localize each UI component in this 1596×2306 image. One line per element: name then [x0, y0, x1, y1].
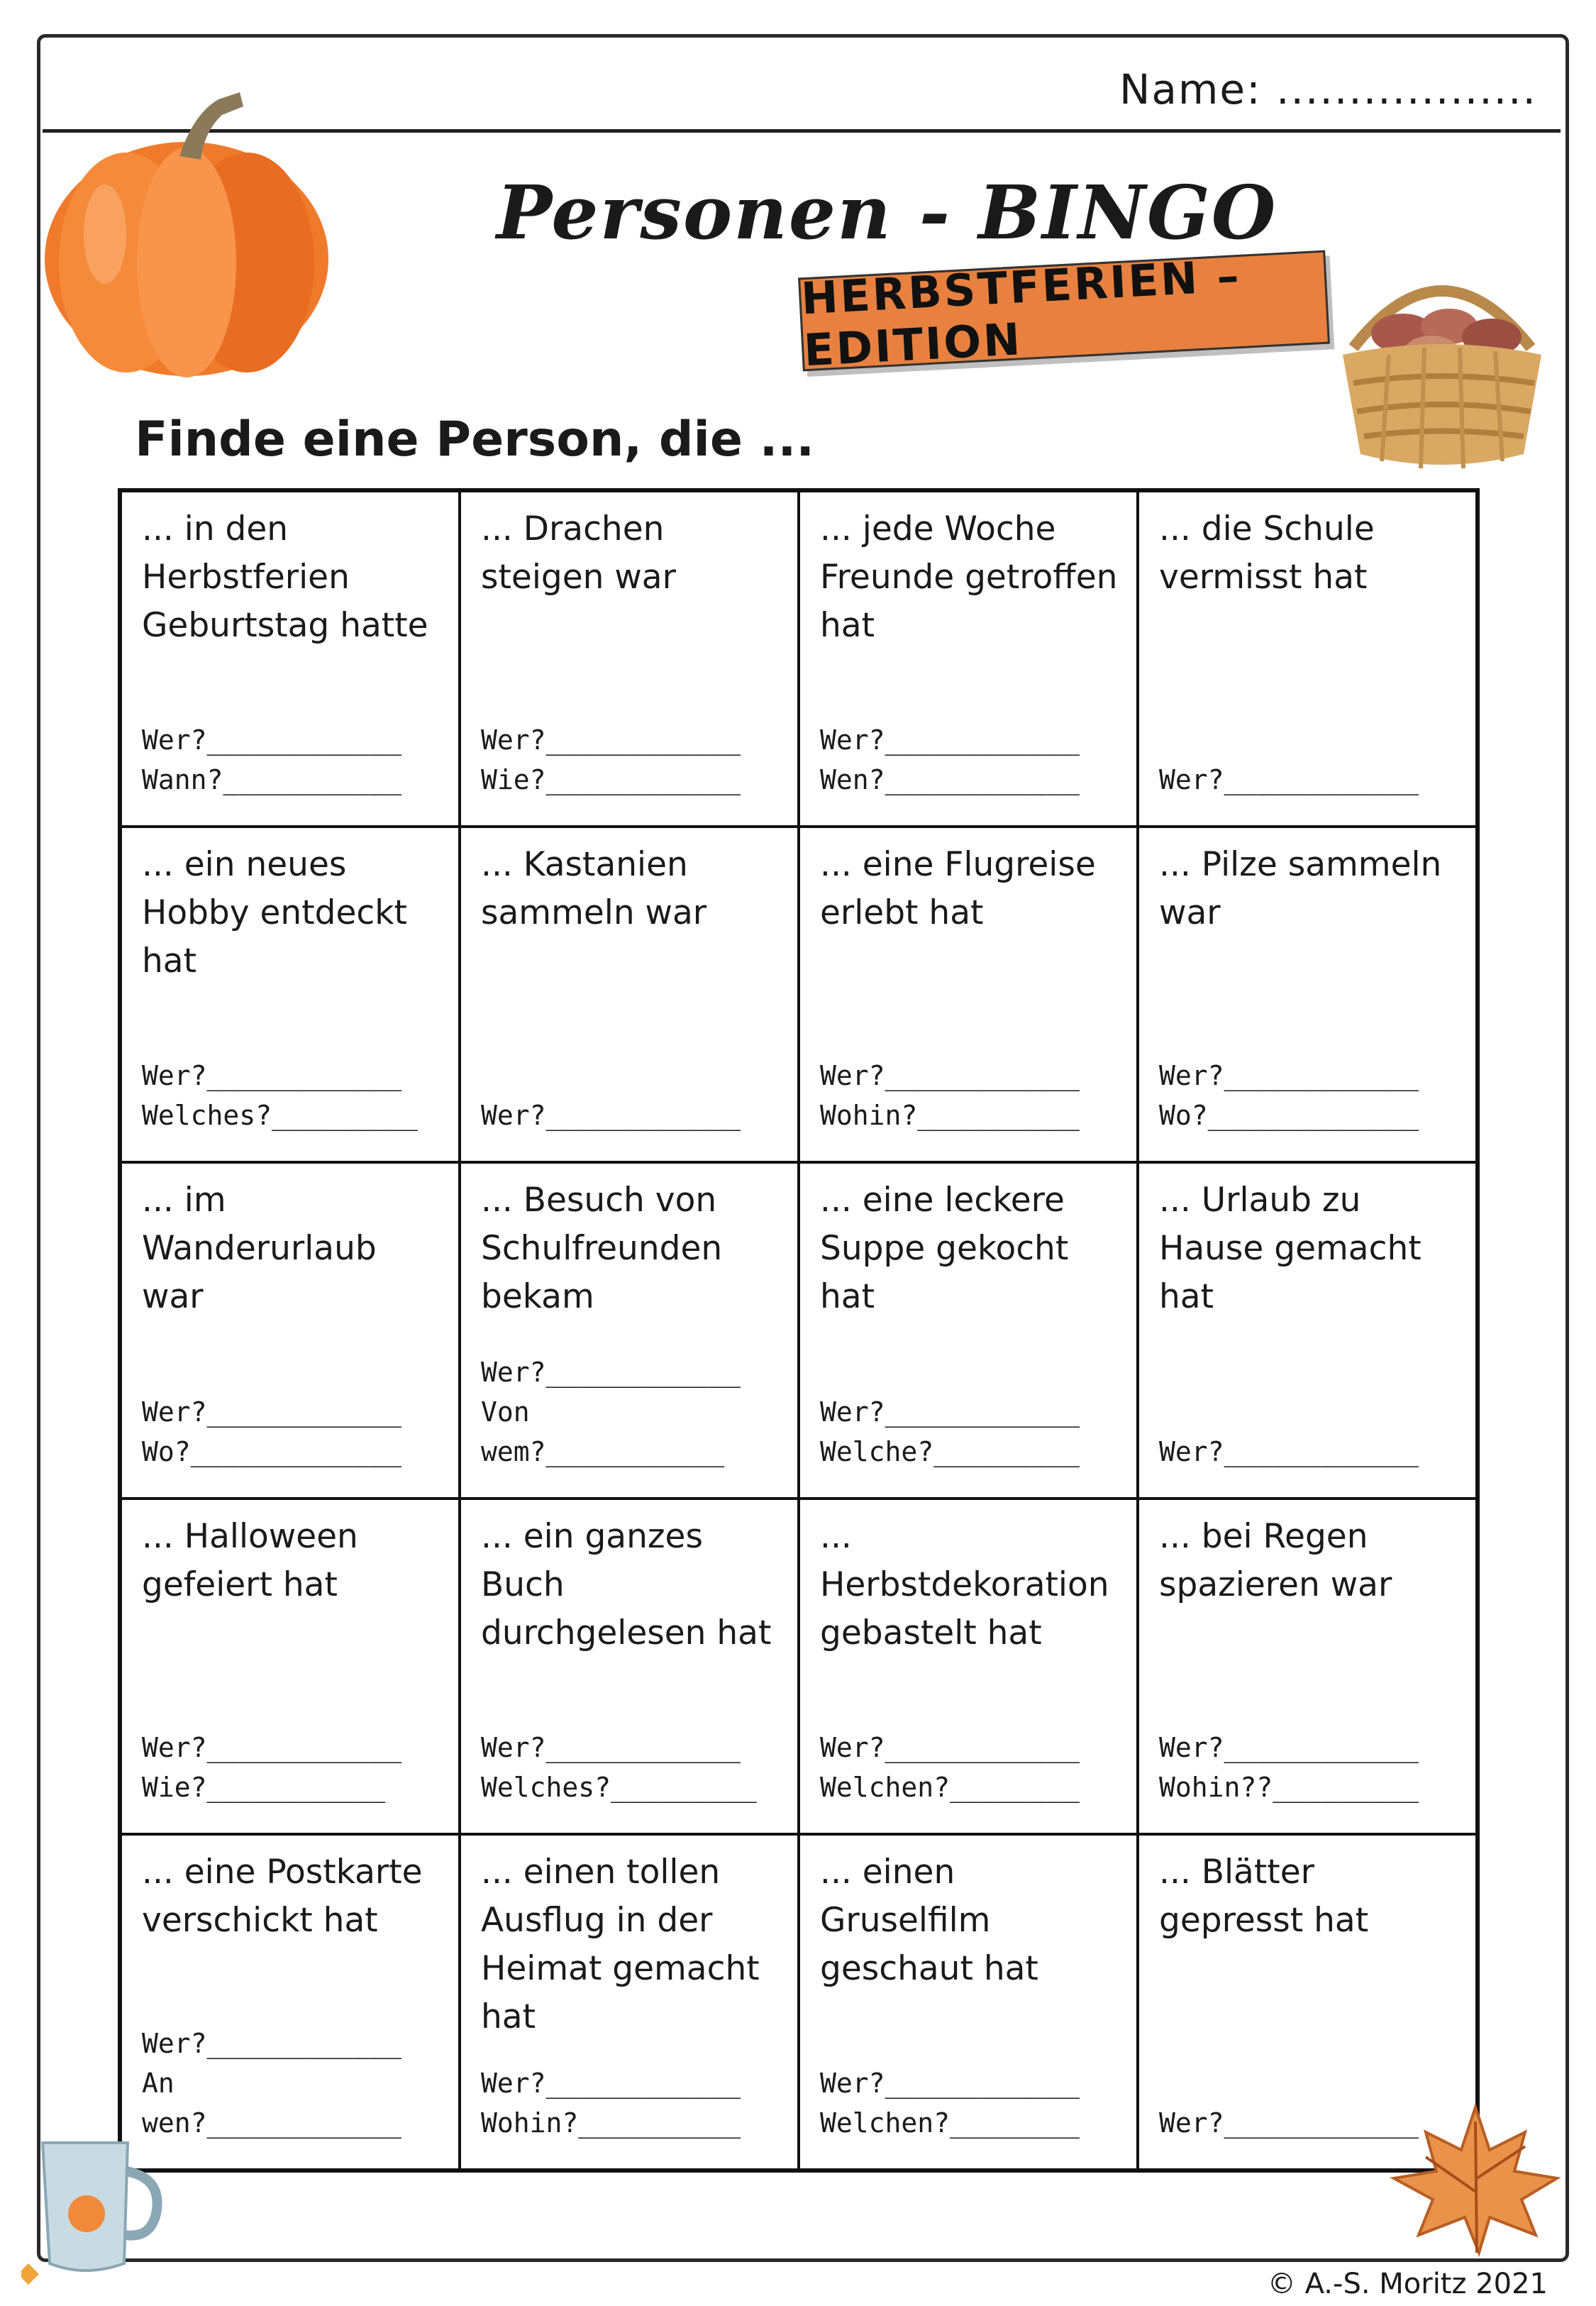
- cell-answer-lines: Wer?____________ Wann?___________: [142, 724, 402, 796]
- cell-prompt: ... die Schule vermisst hat: [1159, 509, 1375, 597]
- cell-prompt: ... Urlaub zu Hause gemacht hat: [1159, 1181, 1422, 1317]
- cell-prompt: ... jede Woche Freunde getroffen hat: [820, 509, 1118, 645]
- cell-answer-lines: Wer?____________ Wie?____________: [481, 724, 741, 796]
- cell-prompt: ... Herbstdekoration gebastelt hat: [820, 1516, 1109, 1653]
- cell-answer-lines: Wer?____________ Wo?_____________: [1159, 1060, 1419, 1132]
- cell-prompt: ... Pilze sammeln war: [1159, 845, 1442, 933]
- bingo-cell: [799, 827, 1138, 1162]
- bingo-cell: [460, 827, 799, 1162]
- bingo-cell: [121, 1834, 460, 2170]
- cell-prompt: ... ein neues Hobby entdeckt hat: [142, 845, 407, 981]
- bingo-cell: [1138, 1499, 1477, 1834]
- bingo-cell: [121, 1162, 460, 1498]
- cell-answer-lines: Wer?____________ An wen?____________: [142, 2028, 402, 2139]
- bingo-cell: [799, 491, 1138, 827]
- cell-answer-lines: Wer?____________ Wohin?__________: [820, 1060, 1080, 1132]
- copyright-text: © A.-S. Moritz 2021: [1267, 2268, 1548, 2300]
- mushroom-basket-icon: [1325, 248, 1559, 482]
- cell-answer-lines: Wer?____________: [1159, 764, 1419, 796]
- cell-answer-lines: Wer?____________ Welche?_________: [820, 1396, 1080, 1467]
- bingo-cell: [121, 827, 460, 1162]
- cell-prompt: ... bei Regen spazieren war: [1159, 1516, 1392, 1604]
- edition-banner-text: HERBSTFERIEN – EDITION: [799, 249, 1243, 377]
- mug-icon: [21, 2122, 170, 2285]
- cell-prompt: ... in den Herbstferien Geburtstag hatte: [142, 509, 428, 645]
- cell-answer-lines: Wer?____________: [1159, 1435, 1419, 1467]
- cell-prompt: ... Blätter gepresst hat: [1159, 1852, 1369, 1940]
- bingo-cell: [121, 1499, 460, 1834]
- bingo-cell: [1138, 491, 1477, 827]
- cell-answer-lines: Wer?____________ Von wem?___________: [481, 1356, 741, 1467]
- cell-answer-lines: Wer?____________ Wohin?__________: [481, 2068, 741, 2139]
- cell-answer-lines: Wer?____________ Welches?_________: [481, 1731, 757, 1803]
- cell-prompt: ... einen Gruselfilm geschaut hat: [820, 1852, 1038, 1988]
- cell-answer-lines: Wer?____________ Wohin??_________: [1159, 1731, 1419, 1803]
- bingo-cell: [121, 491, 460, 827]
- cell-answer-lines: Wer?____________ Wen?____________: [820, 724, 1080, 796]
- name-field-label: Name: ..................: [1119, 65, 1537, 114]
- bingo-cell: [799, 1162, 1138, 1498]
- bingo-cell: [1138, 1162, 1477, 1498]
- bingo-cell: [460, 1499, 799, 1834]
- cell-prompt: ... Kastanien sammeln war: [481, 845, 707, 933]
- maple-leaf-icon: [1383, 2093, 1568, 2263]
- cell-answer-lines: Wer?____________ Welchen?________: [820, 2068, 1080, 2139]
- bingo-cell: [460, 1834, 799, 2170]
- instruction-text: Finde eine Person, die ...: [135, 412, 815, 468]
- cell-prompt: ... eine Flugreise erlebt hat: [820, 845, 1096, 933]
- cell-answer-lines: Wer?____________ Wo?_____________: [142, 1396, 402, 1467]
- cell-answer-lines: Wer?____________ Welchen?________: [820, 1731, 1080, 1803]
- cell-answer-lines: Wer?____________: [481, 1100, 741, 1132]
- cell-answer-lines: Wer?____________: [1159, 2107, 1419, 2139]
- bingo-cell: [460, 1162, 799, 1498]
- bingo-cell: [799, 1499, 1138, 1834]
- bingo-cell: [460, 491, 799, 827]
- bingo-cell: [1138, 827, 1477, 1162]
- cell-prompt: ... Drachen steigen war: [481, 509, 676, 597]
- cell-prompt: ... Halloween gefeiert hat: [142, 1516, 358, 1604]
- cell-prompt: ... eine Postkarte verschickt hat: [142, 1852, 423, 1940]
- cell-prompt: ... einen tollen Ausflug in der Heimat gemacht hat: [481, 1852, 760, 2036]
- bingo-grid: [118, 488, 1480, 2173]
- cell-prompt: ... Besuch von Schulfreunden bekam: [481, 1181, 723, 1317]
- pumpkin-icon: [27, 71, 346, 383]
- cell-answer-lines: Wer?____________ Wie?___________: [142, 1731, 402, 1803]
- page-title: Personen - BINGO: [497, 169, 1278, 256]
- cell-prompt: ... eine leckere Suppe gekocht hat: [820, 1181, 1069, 1317]
- cell-answer-lines: Wer?____________ Welches?_________: [142, 1060, 418, 1132]
- cell-prompt: ... im Wanderurlaub war: [142, 1181, 377, 1317]
- bingo-cell: [799, 1834, 1138, 2170]
- cell-prompt: ... ein ganzes Buch durchgelesen hat: [481, 1516, 772, 1653]
